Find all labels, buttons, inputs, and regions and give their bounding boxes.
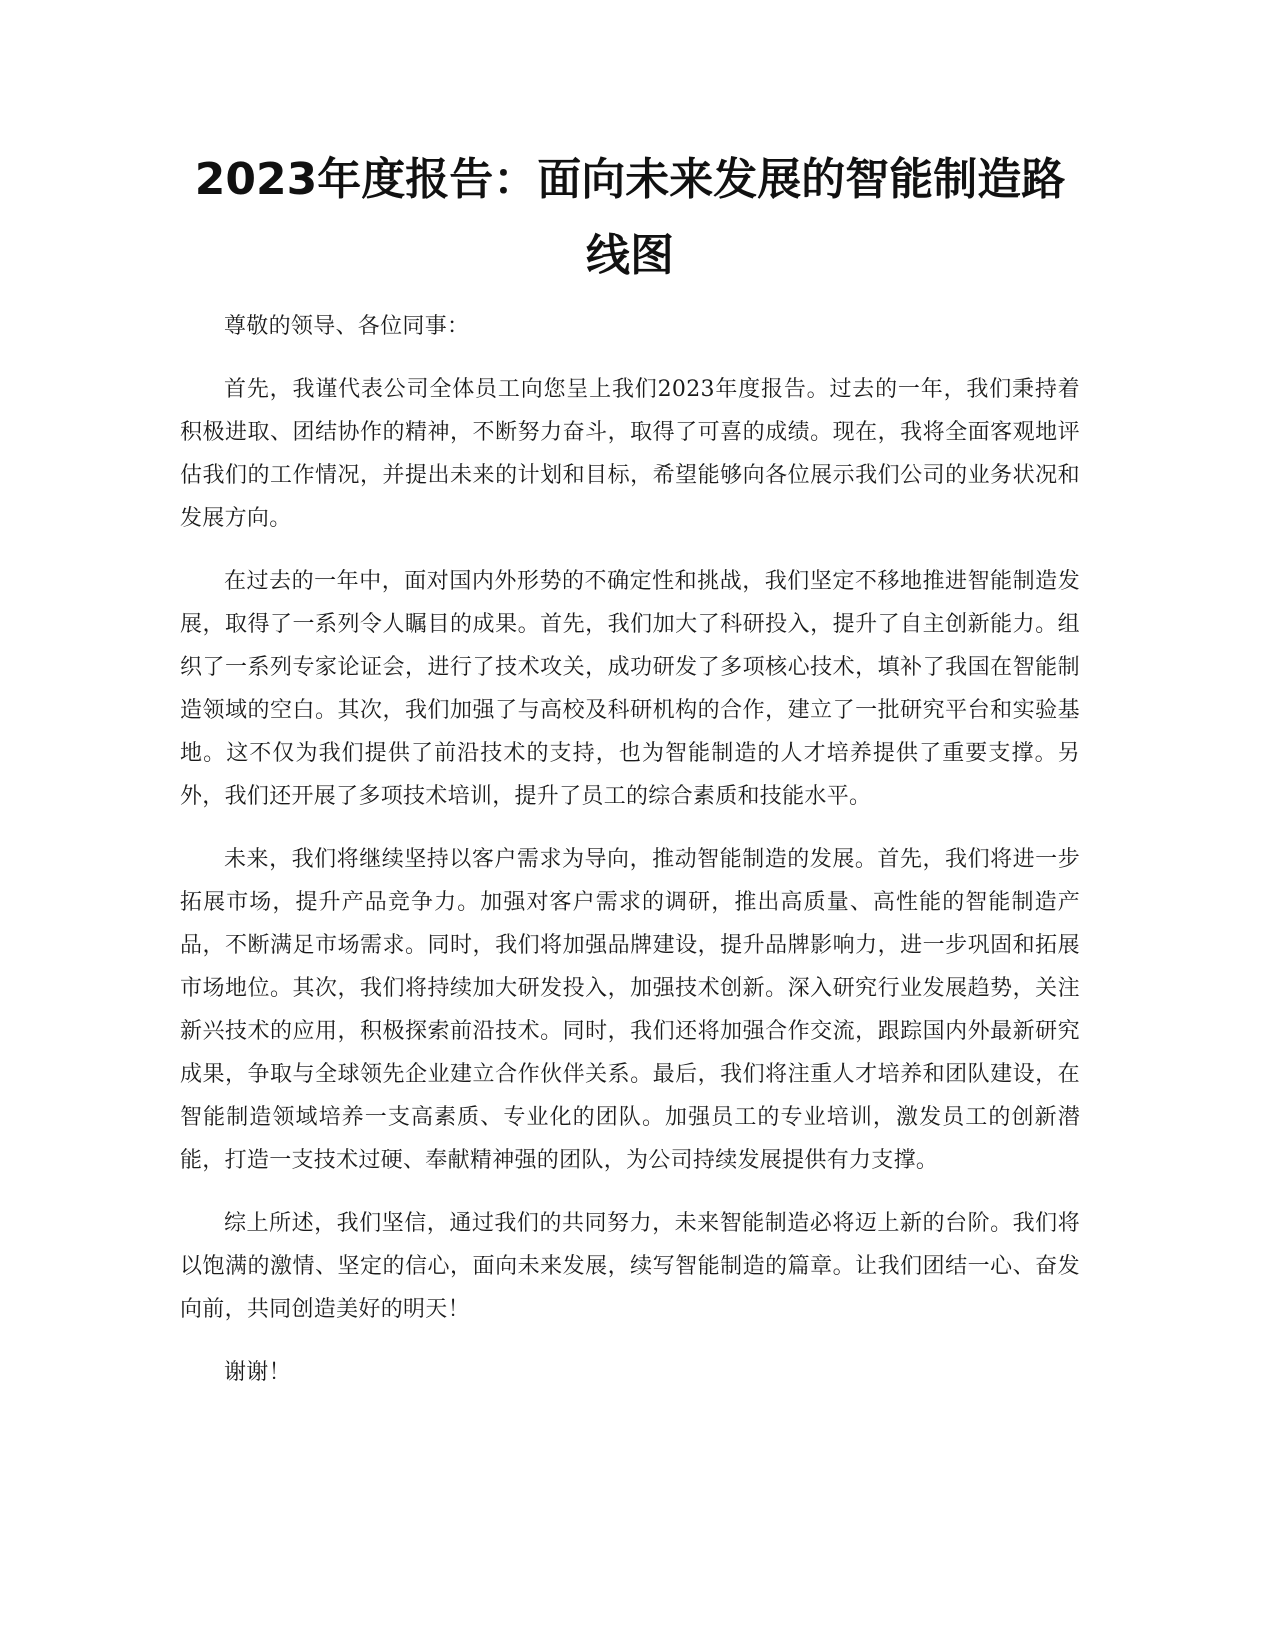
salutation-paragraph: 尊敬的领导、各位同事： bbox=[224, 314, 470, 339]
document-title: 2023年度报告：面向未来发展的智能制造路线图 bbox=[194, 154, 1066, 281]
conclusion-paragraph: 综上所述，我们坚信，通过我们的共同努力，未来智能制造必将迈上新的台阶。我们将以饱满的激情、坚定的信心，面向未来发展，续写智能制造的篇章。让我们团结一心、奋发向前，共同创造美好的明天！ bbox=[180, 1211, 1080, 1322]
document-body bbox=[180, 305, 1080, 1414]
intro-paragraph: 首先，我谨代表公司全体员工向您呈上我们2023年度报告。过去的一年，我们秉持着积极进取、团结协作的精神，不断努力奋斗，取得了可喜的成绩。现在，我将全面客观地评估我们的工作情况，并提出未来的计划和目标，希望能够向各位展示我们公司的业务状况和发展方向。 bbox=[180, 377, 1080, 531]
future-plan-paragraph: 未来，我们将继续坚持以客户需求为导向，推动智能制造的发展。首先，我们将进一步拓展市场，提升产品竞争力。加强对客户需求的调研，推出高质量、高性能的智能制造产品，不断满足市场需求。同时，我们将加强品牌建设，提升品牌影响力，进一步巩固和拓展市场地位。其次，我们将持续加大研发投入，加强技术创新。深入研究行业发展趋势，关注新兴技术的应用，积极探索前沿技术。同时，我们还将加强合作交流，跟踪国内外最新研究成果，争取与全球领先企业建立合作伙伴关系。最后，我们将注重人才培养和团队建设，在智能制造领域培养一支高素质、专业化的团队。加强员工的专业培训，激发员工的创新潜能，打造一支技术过硬、奉献精神强的团队，为公司持续发展提供有力支撑。 bbox=[180, 847, 1080, 1173]
achievements-paragraph: 在过去的一年中，面对国内外形势的不确定性和挑战，我们坚定不移地推进智能制造发展，取得了一系列令人瞩目的成果。首先，我们加大了科研投入，提升了自主创新能力。组织了一系列专家论证会，进行了技术攻关，成功研发了多项核心技术，填补了我国在智能制造领域的空白。其次，我们加强了与高校及科研机构的合作，建立了一批研究平台和实验基地。这不仅为我们提供了前沿技术的支持，也为智能制造的人才培养提供了重要支撑。另外，我们还开展了多项技术培训，提升了员工的综合素质和技能水平。 bbox=[180, 569, 1080, 809]
thanks-paragraph: 谢谢！ bbox=[224, 1360, 291, 1385]
